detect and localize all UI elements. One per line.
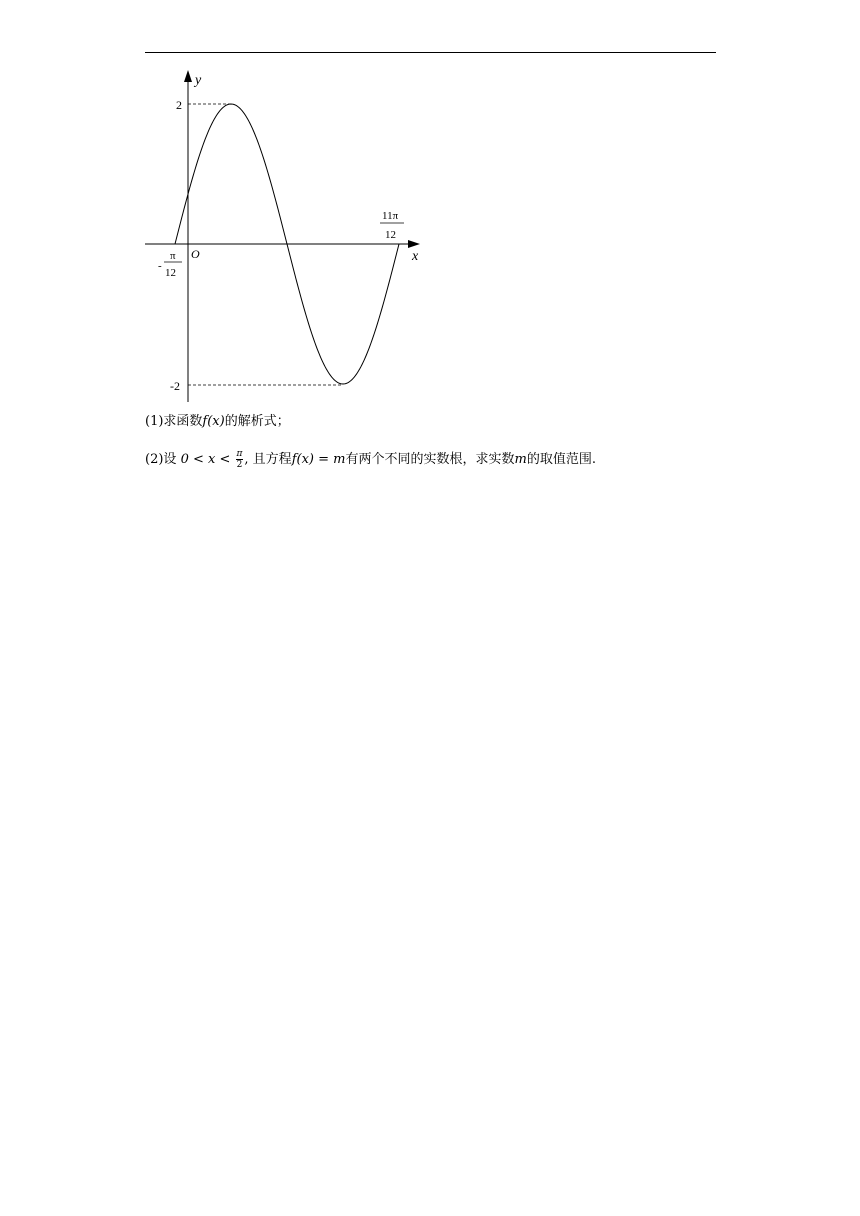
q2-mid2: 有两个不同的实数根，求实数 (345, 452, 515, 467)
q2-inequality: 0 < x < (180, 452, 231, 467)
x-right-numerator: 11π (382, 210, 399, 222)
q2-prefix: (2)设 (145, 452, 181, 467)
origin-label: O (191, 247, 200, 261)
q2-frac-denominator: 2 (236, 460, 243, 470)
q2-frac-numerator: π (236, 449, 243, 459)
q2-pi-over-2 (236, 449, 244, 470)
sine-graph-figure (140, 62, 440, 407)
y-max-label: 2 (176, 98, 182, 112)
x-right-denominator: 12 (385, 229, 396, 241)
q2-variable-m: m (514, 452, 527, 467)
header-rule (145, 52, 716, 53)
q2-equation: f(x) = m (291, 452, 346, 467)
x-axis-label: x (412, 249, 419, 264)
question-1 (145, 412, 290, 432)
x-left-minus: - (158, 260, 162, 272)
q2-mid: , 且方程 (244, 452, 292, 467)
q1-prefix: (1)求函数 (145, 414, 203, 429)
q1-function: f(x) (202, 414, 225, 429)
y-axis-label: y (195, 73, 202, 88)
sine-graph (140, 62, 440, 407)
y-min-label: -2 (170, 379, 180, 393)
y-axis-arrow (184, 70, 192, 82)
x-left-numerator: π (170, 250, 176, 262)
q2-suffix: 的取值范围. (526, 452, 596, 467)
x-axis-arrow (408, 240, 420, 248)
q1-suffix: 的解析式； (224, 414, 290, 429)
question-2 (145, 449, 596, 470)
x-left-denominator: 12 (165, 267, 176, 279)
